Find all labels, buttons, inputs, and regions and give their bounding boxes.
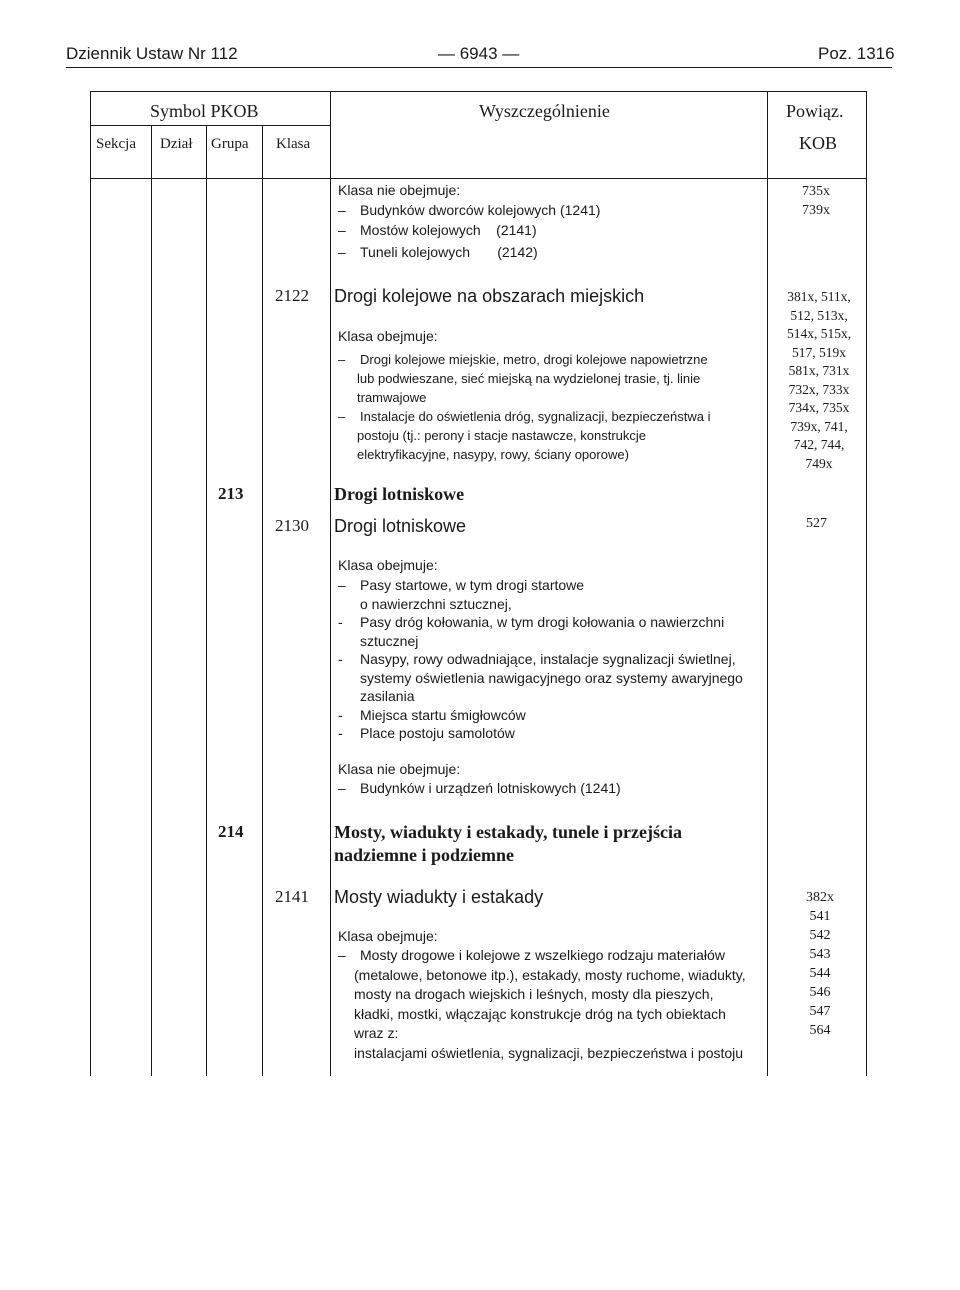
klasa-header: Klasa <box>276 136 311 152</box>
excluded-heading: Klasa nie obejmuje: <box>338 761 461 777</box>
included-heading: Klasa obejmuje: <box>338 328 438 344</box>
included-heading: Klasa obejmuje: <box>338 557 438 573</box>
list-item: – Drogi kolejowe miejskie, metro, drogi kolejowe napowietrzne lub podwieszane, sieć miejską na wydzielonej trasie, tj. linie tramwajowe <box>338 352 708 405</box>
header-rule <box>66 67 892 68</box>
dzial-header: Dział <box>160 136 193 152</box>
group-code-213: 213 <box>218 484 244 503</box>
list-item: – Mostów kolejowych (2141) <box>338 222 537 238</box>
group-code-214: 214 <box>218 822 244 841</box>
kob-code: 527 <box>806 516 827 531</box>
grupa-header: Grupa <box>211 136 249 152</box>
group-title-214: Mosty, wiadukty i estakady, tunele i przejścia nadziemne i podziemne <box>334 822 683 865</box>
page-number: — 6943 — <box>438 44 520 63</box>
position-number: Poz. 1316 <box>818 44 895 63</box>
class-code-2141: 2141 <box>275 887 309 906</box>
included-heading: Klasa obejmuje: <box>338 928 438 944</box>
class-code-2130: 2130 <box>275 516 309 535</box>
journal-title: Dziennik Ustaw Nr 112 <box>66 44 238 63</box>
class-code-2122: 2122 <box>275 286 309 305</box>
list-item: – Pasy startowe, w tym drogi startowe o nawierzchni sztucznej, - Pasy dróg kołowania, w tym drogi kołowania o nawierzchni sztucznej - Nasypy, rowy odwadniające, instalacje sygnalizacji świetlnej, systemy oświetlenia nawigacyjnego oraz systemy awaryjnego zasilania - Miejsca startu śmigłowców - Place postoju samolotów <box>338 577 743 741</box>
list-item: – Mosty drogowe i kolejowe z wszelkiego rodzaju materiałów (metalowe, betonowe itp.), estakady, mosty ruchome, wiadukty, mosty na drogach wiejskich i leśnych, mosty dla pieszych, kładki, mostki, włączając konstrukcje dróg na tych obiektach wraz z: instalacjami oświetlenia, sygnalizacji, bezpieczeństwa i postoju <box>338 947 746 1061</box>
class-title-2141: Mosty wiadukty i estakady <box>334 887 544 907</box>
kob-list-2141: 382x 541 542 543 544 546 547 564 <box>806 890 834 1038</box>
sekcja-header: Sekcja <box>96 136 136 152</box>
kob-list-2122: 381x, 511x, 512, 513x, 514x, 515x, 517, 519x 581x, 731x 732x, 733x 734x, 735x 739x, 741, 742, 744, 749x <box>786 289 852 471</box>
wyszczegolnienie-header: Wyszczególnienie <box>479 101 610 121</box>
list-item: – Instalacje do oświetlenia dróg, sygnalizacji, bezpieczeństwa i postoju (tj.: perony i stacje nastawcze, konstrukcje elektryfikacyjne, nasypy, rowy, ściany oporowe) <box>338 409 711 462</box>
symbol-pkob-header: Symbol PKOB <box>150 101 259 121</box>
class-title-2130: Drogi lotniskowe <box>334 516 467 536</box>
kob-code: 739x <box>802 203 830 218</box>
excluded-heading: Klasa nie obejmuje: <box>338 182 461 198</box>
class-title-2122: Drogi kolejowe na obszarach miejskich <box>334 286 645 306</box>
list-item: – Budynków dworców kolejowych (1241) <box>338 202 601 218</box>
powiaz-header: Powiąz. <box>786 101 844 121</box>
kob-header: KOB <box>799 133 838 153</box>
group-title-213: Drogi lotniskowe <box>334 484 465 504</box>
list-item: – Budynków i urządzeń lotniskowych (1241) <box>338 780 621 796</box>
kob-code: 735x <box>802 184 830 199</box>
list-item: – Tuneli kolejowych (2142) <box>338 244 538 260</box>
